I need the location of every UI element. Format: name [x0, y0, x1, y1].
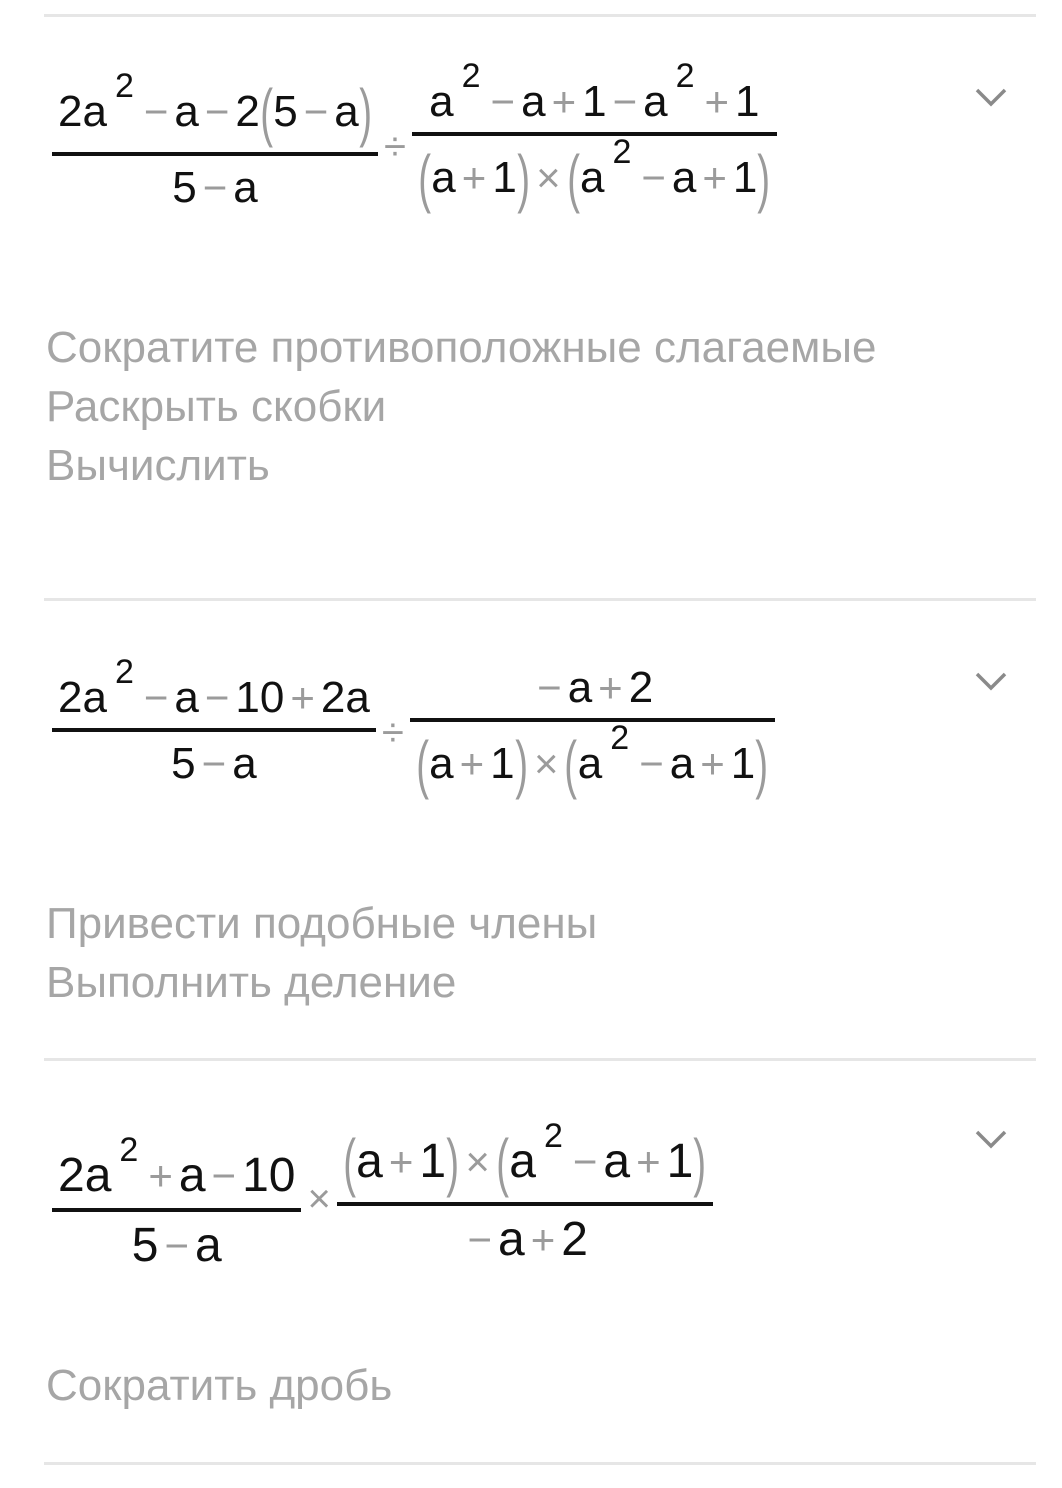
hint-text: Вычислить — [46, 441, 270, 490]
numerator: − a + 2 — [537, 663, 654, 712]
divider — [44, 598, 1036, 601]
hint-list — [46, 894, 1022, 1012]
numerator: ( a + 1 ) × ( a $^2$ − a + 1 ) — [343, 1117, 707, 1198]
fraction-right — [410, 663, 775, 800]
chevron-down-icon[interactable] — [974, 670, 1004, 700]
numerator: 2a $^2$ + a − 10 — [58, 1131, 296, 1202]
expression-step-1 — [52, 57, 777, 214]
denominator: ( a + 1 ) × ( a $^2$ − a + 1 ) — [416, 719, 769, 800]
multiply-operator: × — [307, 1177, 331, 1221]
expression-step-2 — [52, 653, 775, 800]
hint-text: Выполнить деление — [46, 958, 457, 1007]
hint-text: Сократить дробь — [46, 1361, 393, 1410]
chevron-down-icon[interactable] — [974, 86, 1004, 116]
divider-bottom — [44, 1462, 1036, 1465]
divide-operator: ÷ — [384, 125, 406, 169]
denominator: 5 − a — [131, 1219, 222, 1272]
divide-operator: ÷ — [381, 711, 404, 755]
numerator: a $^2$ − a + 1 − a $^2$ + 1 — [429, 57, 760, 126]
denominator: − a + 2 — [467, 1213, 588, 1266]
hint-text: Сократите противоположные слагаемые — [46, 323, 877, 372]
divider — [44, 1058, 1036, 1061]
fraction-left — [52, 653, 376, 788]
expression-step-3 — [52, 1117, 713, 1272]
denominator: 5 − a — [172, 163, 258, 212]
numerator: 2a $^2$ − a − 2 ( 5 − a ) — [58, 67, 372, 148]
divider-top — [44, 14, 1036, 17]
fraction-left — [52, 67, 378, 212]
fraction-right — [412, 57, 777, 214]
chevron-down-icon[interactable] — [974, 1128, 1004, 1158]
denominator: 5 − a — [171, 739, 257, 788]
fraction-right — [337, 1117, 713, 1266]
hint-list — [46, 1356, 1022, 1415]
hint-list — [46, 318, 1022, 495]
hint-text: Привести подобные члены — [46, 899, 598, 948]
numerator: 2a $^2$ − a − 10 + 2a — [58, 653, 370, 722]
fraction-left — [52, 1124, 301, 1270]
denominator: ( a + 1 ) × ( a $^2$ − a + 1 ) — [418, 133, 771, 214]
hint-text: Раскрыть скобки — [46, 382, 387, 431]
